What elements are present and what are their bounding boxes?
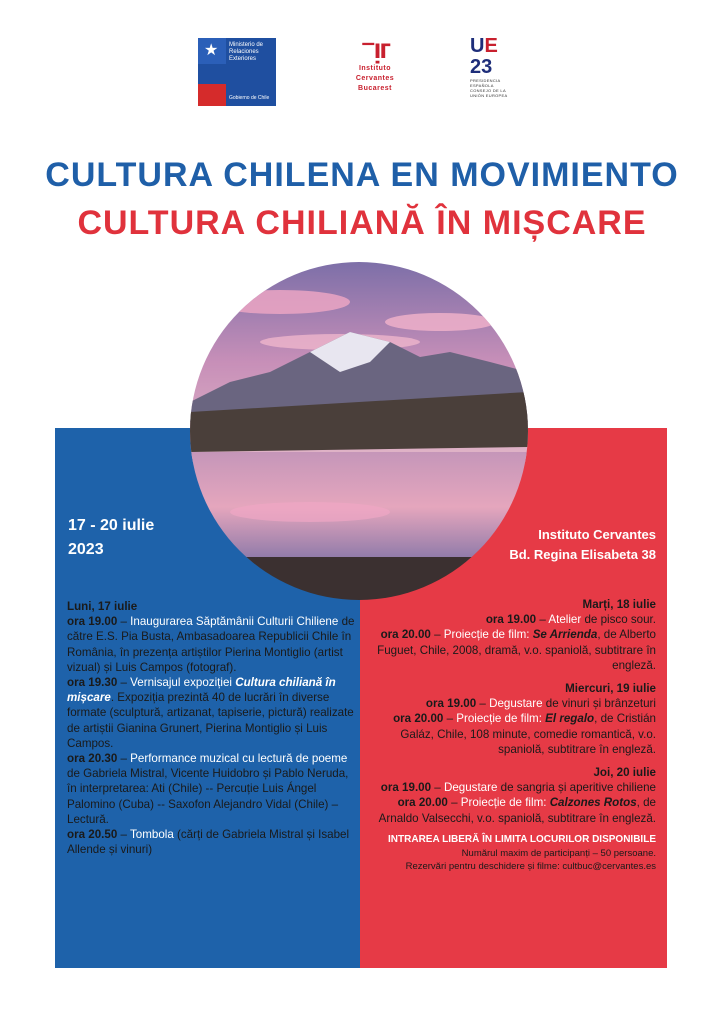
venue-name: Instituto Cervantes bbox=[538, 527, 656, 542]
instituto-cervantes-logo bbox=[345, 34, 405, 114]
star-icon: ★ bbox=[204, 42, 219, 59]
reservation-note: Rezervări pentru deschidere și filme: cultbuc@cervantes.es bbox=[405, 861, 656, 873]
day-heading: Miercuri, 19 iulie bbox=[565, 682, 656, 696]
event-entry bbox=[360, 627, 656, 673]
chile-logo-sub: Gobierno de Chile bbox=[229, 95, 270, 101]
event-highlight: Inaugurarea Săptămânii Culturii Chiliene bbox=[130, 615, 339, 629]
event-highlight: Atelier bbox=[548, 613, 582, 627]
event-text: de vinuri și brânzeturi bbox=[542, 697, 656, 711]
film-title: Se Arrienda bbox=[532, 628, 598, 642]
event-entry bbox=[67, 675, 357, 751]
event-highlight: Proiecție de film bbox=[443, 628, 527, 642]
event-highlight: Performance muzical cu lectură de poeme bbox=[130, 752, 348, 766]
event-entry bbox=[360, 711, 656, 757]
event-highlight: Vernisajul expoziției bbox=[130, 676, 236, 690]
ue-sub1: PRESIDENCIA bbox=[470, 78, 501, 83]
event-entry bbox=[360, 696, 656, 711]
sep: – bbox=[117, 828, 130, 842]
cervantes-line2: Cervantes bbox=[355, 75, 395, 82]
event-time: ora 20.00 bbox=[380, 628, 431, 642]
event-entry bbox=[360, 612, 656, 627]
chile-ministry-logo bbox=[198, 38, 276, 106]
cloud-reflection bbox=[230, 502, 390, 522]
day-heading: Joi, 20 iulie bbox=[593, 766, 656, 780]
event-text: . Expoziția prezintă 40 de lucrări în diverse formate (sculptură, artizanat, tapiserie, pictură) realizate de artiștii Gianina Grunert, Pierina Montiglio și Luis Campos. bbox=[67, 691, 354, 750]
event-text: , de Alberto Fuguet, Chile, 2008, dramă, v.o. spaniolă, subtitrare în engleză. bbox=[377, 628, 656, 672]
event-highlight: Tombola bbox=[129, 828, 174, 842]
event-text: , de Arnaldo Valsecchi, v.o. spaniolă, subtitrare în engleză. bbox=[378, 796, 656, 825]
event-text: (cărți de Gabriela Mistral și Isabel Allende și vinuri) bbox=[67, 828, 350, 857]
sep: – bbox=[117, 615, 131, 629]
title-spanish: CULTURA CHILENA EN MOVIMIENTO bbox=[45, 156, 679, 194]
event-highlight: Proiecție de film bbox=[460, 796, 544, 810]
day-heading: Marți, 18 iulie bbox=[582, 598, 656, 611]
date-range: 17 - 20 iulie bbox=[68, 517, 155, 534]
cervantes-mark-icon: ⁻ᴉᴦ bbox=[360, 33, 390, 64]
patagonia-photo bbox=[190, 262, 528, 600]
event-dates bbox=[68, 514, 154, 562]
sep: – bbox=[447, 796, 461, 810]
event-entry bbox=[360, 780, 656, 795]
ue-e: E bbox=[484, 35, 498, 57]
capacity-note: Numărul maxim de participanți – 50 persoane. bbox=[461, 848, 656, 860]
cloud-2 bbox=[385, 313, 495, 331]
venue bbox=[509, 525, 656, 565]
event-time: ora 20.00 bbox=[397, 796, 448, 810]
sep: : bbox=[538, 712, 546, 726]
title-romanian: CULTURA CHILIANĂ ÎN MIȘCARE bbox=[77, 204, 647, 242]
sep: – bbox=[476, 697, 490, 711]
chile-flag-block bbox=[198, 38, 226, 64]
event-entry bbox=[67, 827, 357, 857]
sep: – bbox=[536, 613, 549, 627]
ue-23: 23 bbox=[470, 56, 493, 78]
date-year: 2023 bbox=[68, 541, 104, 558]
event-time: ora 20.50 bbox=[67, 828, 118, 842]
venue-address: Bd. Regina Elisabeta 38 bbox=[509, 547, 656, 562]
exhibition-title: Cultura chiliană în mișcare bbox=[67, 676, 336, 705]
schedule-monday bbox=[67, 599, 357, 857]
free-entry-notice: INTRAREA LIBERĂ ÎN LIMITA LOCURILOR DISPONIBILE bbox=[388, 833, 656, 845]
sep: : bbox=[526, 628, 533, 642]
event-time: ora 19.00 bbox=[485, 613, 537, 627]
schedule-rest bbox=[360, 597, 656, 873]
event-time: ora 19.00 bbox=[380, 781, 432, 795]
sep: – bbox=[431, 781, 444, 795]
event-text: de pisco sour. bbox=[581, 613, 656, 627]
day-heading: Luni, 17 iulie bbox=[67, 600, 138, 613]
sep: – bbox=[117, 676, 131, 690]
ue-sub2: ESPAÑOLA bbox=[470, 83, 494, 88]
event-text: de Gabriela Mistral, Vicente Huidobro și Pablo Neruda, în interpretarea: Ati (Chile) -- Percuție Luis Ángel Palomino (Cuba) -- Saxofon Alejandro Vidal (Chile) – Lectură. bbox=[67, 767, 349, 826]
event-text: de sangria și aperitive chiliene bbox=[497, 781, 656, 795]
cloud-1 bbox=[210, 290, 350, 314]
event-highlight: Degustare bbox=[489, 697, 543, 711]
event-time: ora 19.00 bbox=[67, 615, 118, 629]
sep: – bbox=[117, 752, 131, 766]
event-time: ora 20.00 bbox=[393, 712, 444, 726]
chile-logo-text: Ministerio de Relaciones Exteriores bbox=[229, 42, 264, 62]
event-entry bbox=[360, 795, 656, 825]
event-time: ora 19.30 bbox=[67, 676, 118, 690]
event-highlight: Degustare bbox=[443, 781, 498, 795]
ue-sub4: UNIÓN EUROPEA bbox=[470, 93, 508, 98]
event-entry bbox=[67, 614, 357, 675]
ue-sub3: CONSEJO DE LA bbox=[470, 88, 506, 93]
chile-red-bar bbox=[198, 84, 226, 106]
event-text: de către E.S. Pia Busta, Ambasadoarea Republicii Chile în România, în prezența artiștilor Pierina Montiglio (artist vizual) și Luis Campos (fotograf). bbox=[67, 615, 355, 674]
sep: : bbox=[543, 796, 550, 810]
event-entry bbox=[67, 751, 357, 827]
cervantes-line3: Bucarest bbox=[358, 85, 392, 92]
event-time: ora 19.00 bbox=[425, 697, 477, 711]
event-highlight: Proiecție de film bbox=[456, 712, 539, 726]
cervantes-line1: Instituto bbox=[358, 65, 392, 72]
ue23-presidency-logo bbox=[470, 36, 518, 106]
film-title: El regalo bbox=[545, 712, 595, 726]
event-time: ora 20.30 bbox=[67, 752, 118, 766]
ue-u: U bbox=[470, 35, 485, 57]
sep: – bbox=[430, 628, 444, 642]
film-title: Calzones Rotos bbox=[549, 796, 637, 810]
sep: – bbox=[443, 712, 457, 726]
event-text: , de Cristián Galáz, Chile, 108 minute, comedie romantică, v.o. spaniolă, subtitrare în engleză. bbox=[400, 712, 656, 756]
